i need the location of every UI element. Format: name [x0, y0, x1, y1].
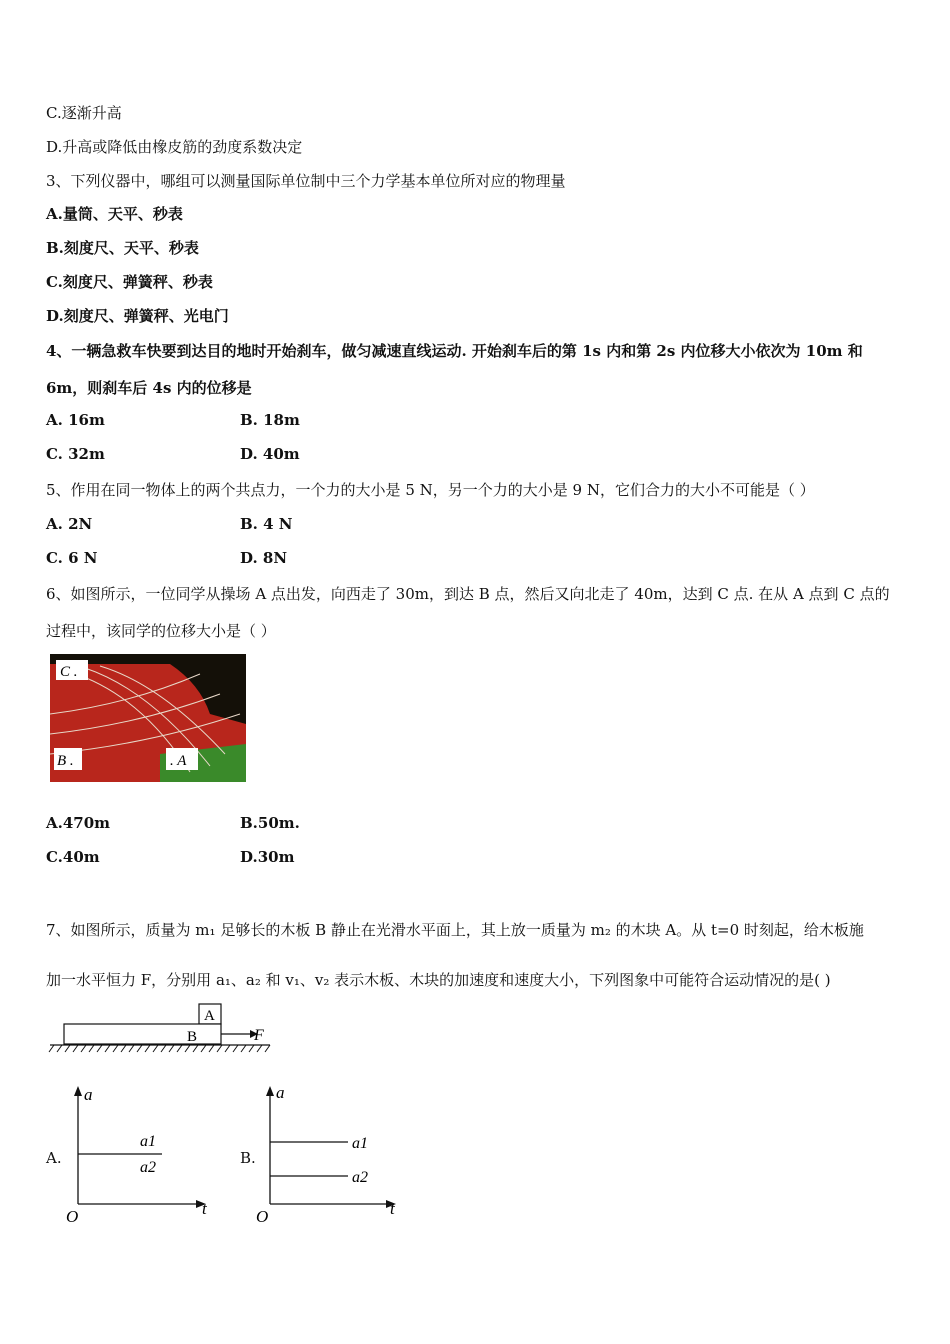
q3-option-a: A.量筒、天平、秒表	[46, 205, 183, 223]
q6-option-d: D.30m	[240, 848, 295, 866]
q3-option-c: C.刻度尺、弹簧秤、秒表	[46, 273, 213, 291]
q4-option-c: C. 32m	[46, 445, 105, 463]
q7-option-b: B.	[240, 1149, 256, 1167]
question-6-line2: 过程中，该同学的位移大小是（ ）	[46, 622, 276, 640]
q7-option-a: A.	[46, 1149, 62, 1167]
q5-option-b: B. 4 N	[240, 515, 293, 533]
q3-option-d: D.刻度尺、弹簧秤、光电门	[46, 307, 229, 325]
photo-label-c: C .	[60, 664, 78, 680]
graph-a-upper-label: a1	[140, 1133, 156, 1150]
graph-a	[60, 1080, 220, 1230]
playground-photo	[50, 654, 246, 782]
question-4-line2: 6m，则刹车后 4s 内的位移是	[46, 379, 252, 397]
graph-b-upper-label: a1	[352, 1135, 368, 1152]
graph-b-x-label: t	[390, 1199, 395, 1218]
graph-a-origin: O	[66, 1207, 79, 1226]
q5-option-c: C. 6 N	[46, 549, 98, 567]
graph-b-lower-label: a2	[352, 1169, 368, 1186]
option-d-prev: D.升高或降低由橡皮筋的劲度系数决定	[46, 138, 303, 156]
question-7-line1: 7、如图所示，质量为 m₁ 足够长的木板 B 静止在光滑水平面上，其上放一质量为 m₂ 的木块 A。从 t=0 时刻起，给木板施	[46, 921, 864, 939]
q4-option-d: D. 40m	[240, 445, 300, 463]
q5-option-d: D. 8N	[240, 549, 288, 567]
graph-b-y-label: a	[276, 1083, 285, 1102]
question-6-line1: 6、如图所示，一位同学从操场 A 点出发，向西走了 30m，到达 B 点，然后又向北走了 40m，达到 C 点. 在从 A 点到 C 点的	[46, 585, 890, 603]
graph-a-y-label: a	[84, 1085, 93, 1104]
question-5: 5、作用在同一物体上的两个共点力，一个力的大小是 5 N，另一个力的大小是 9 N，它们合力的大小不可能是（ ）	[46, 481, 815, 499]
graph-b-origin: O	[256, 1207, 269, 1226]
question-7-line2: 加一水平恒力 F，分别用 a₁、a₂ 和 v₁、v₂ 表示木板、木块的加速度和速度大小，下列图象中可能符合运动情况的是( )	[46, 971, 831, 989]
q3-option-b: B.刻度尺、天平、秒表	[46, 239, 199, 257]
q4-option-b: B. 18m	[240, 411, 300, 429]
question-3: 3、下列仪器中，哪组可以测量国际单位制中三个力学基本单位所对应的物理量	[46, 172, 566, 190]
board-b-label: B	[187, 1029, 198, 1045]
graph-b	[252, 1080, 412, 1230]
photo-label-a: . A	[170, 753, 187, 769]
force-f-label: F	[254, 1027, 264, 1044]
q6-option-a: A.470m	[46, 814, 111, 832]
board-block-diagram	[44, 1000, 284, 1060]
q4-option-a: A. 16m	[46, 411, 105, 429]
block-a-label: A	[204, 1008, 215, 1024]
option-c-prev: C.逐渐升高	[46, 104, 122, 122]
question-4-line1: 4、一辆急救车快要到达目的地时开始刹车，做匀减速直线运动. 开始刹车后的第 1s 内和第 2s 内位移大小依次为 10m 和	[46, 342, 863, 360]
q5-option-a: A. 2N	[46, 515, 93, 533]
graph-a-x-label: t	[202, 1199, 207, 1218]
q6-option-c: C.40m	[46, 848, 100, 866]
photo-label-b: B .	[57, 753, 74, 769]
graph-a-lower-label: a2	[140, 1159, 156, 1176]
q6-option-b: B.50m.	[240, 814, 300, 832]
